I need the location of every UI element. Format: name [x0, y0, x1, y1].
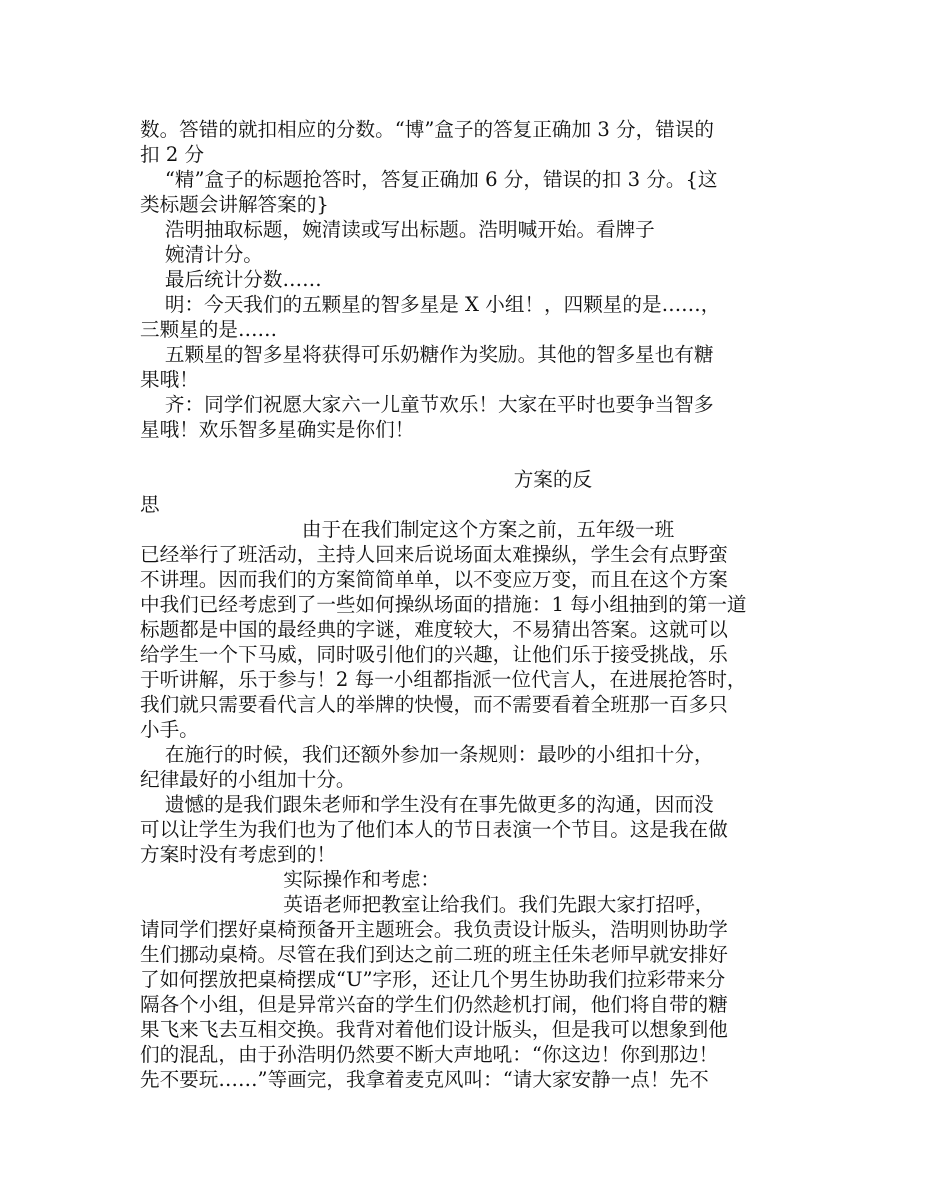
text-line: 可以让学生为我们也为了他们本人的节日表演一个节目。这是我在做 [140, 818, 728, 841]
section-heading-line: 思 [140, 493, 160, 516]
text-line: 中我们已经考虑到了一些如何操纵场面的措施：1 每小组抽到的第一道 [140, 593, 747, 616]
text-line: 明：今天我们的五颗星的智多星是 X 小组！，四颗星的是……， [140, 293, 721, 316]
text-line: 给学生一个下马威，同时吸引他们的兴趣，让他们乐于接受挑战，乐 [140, 643, 728, 666]
text-line: 果哦！ [140, 368, 199, 391]
text-line: 类标题会讲解答案的} [140, 193, 329, 216]
text-line: 果飞来飞去互相交换。我背对着他们设计版头，但是我可以想象到他 [140, 1018, 728, 1041]
document-body [140, 117, 818, 1092]
text-line: 英语老师把教室让给我们。我们先跟大家打招呼， [140, 893, 715, 916]
text-line: 纪律最好的小组加十分。 [140, 768, 356, 791]
text-line: 在施行的时候，我们还额外参加一条规则：最吵的小组扣十分， [140, 743, 714, 766]
text-line: 小手。 [140, 718, 199, 741]
text-line: 请同学们摆好桌椅预备开主题班会。我负责设计版头，浩明则协助学 [140, 918, 728, 941]
text-line: 标题都是中国的最经典的字谜，难度较大，不易猜出答案。这就可以 [140, 618, 728, 641]
text-line: 生们挪动桌椅。尽管在我们到达之前二班的班主任朱老师早就安排好 [140, 943, 728, 966]
text-line: 方案时没有考虑到的！ [140, 843, 336, 866]
text-line: 不讲理。因而我们的方案简简单单，以不变应万变，而且在这个方案 [140, 568, 728, 591]
text-line: 婉清计分。 [140, 243, 263, 266]
text-line: 已经举行了班活动，主持人回来后说场面太难操纵，学生会有点野蛮 [140, 543, 728, 566]
text-line: 遗憾的是我们跟朱老师和学生没有在事先做更多的沟通，因而没 [140, 793, 714, 816]
text-line: 隔各个小组，但是异常兴奋的学生们仍然趁机打闹，他们将自带的糖 [140, 993, 728, 1016]
text-line: 扣 2 分 [140, 143, 205, 166]
text-line: 星哦！欢乐智多星确实是你们！ [140, 418, 415, 441]
text-line: 于听讲解，乐于参与！2 每一小组都指派一位代言人，在进展抢答时， [140, 668, 747, 691]
text-line: 浩明抽取标题，婉清读或写出标题。浩明喊开始。看牌子 [140, 218, 655, 241]
text-line: “精”盒子的标题抢答时，答复正确加 6 分，错误的扣 3 分。{这 [140, 168, 718, 191]
text-line: 数。答错的就扣相应的分数。“博”盒子的答复正确加 3 分，错误的 [140, 118, 714, 141]
text-line: 五颗星的智多星将获得可乐奶糖作为奖励。其他的智多星也有糖 [140, 343, 714, 366]
text-line: 三颗星的是…… [140, 318, 278, 341]
text-line: 我们就只需要看代言人的举牌的快慢，而不需要看着全班那一百多只 [140, 693, 728, 716]
text-line: 了如何摆放把桌椅摆成“U”字形，还让几个男生协助我们拉彩带来分 [140, 968, 726, 991]
section-heading-line: 方案的反 [140, 468, 593, 491]
text-line: 齐：同学们祝愿大家六一儿童节欢乐！大家在平时也要争当智多 [140, 393, 714, 416]
text-line: 最后统计分数…… [140, 268, 322, 291]
text-line: 们的混乱，由于孙浩明仍然要不断大声地吼：“你这边！你到那边！ [140, 1043, 719, 1066]
blank-line [140, 442, 818, 467]
text-line: 先不要玩……”等画完，我拿着麦克风叫：“请大家安静一点！先不 [140, 1068, 709, 1091]
section-heading-line: 实际操作和考虑： [140, 868, 441, 891]
text-line: 由于在我们制定这个方案之前，五年级一班 [140, 518, 675, 541]
